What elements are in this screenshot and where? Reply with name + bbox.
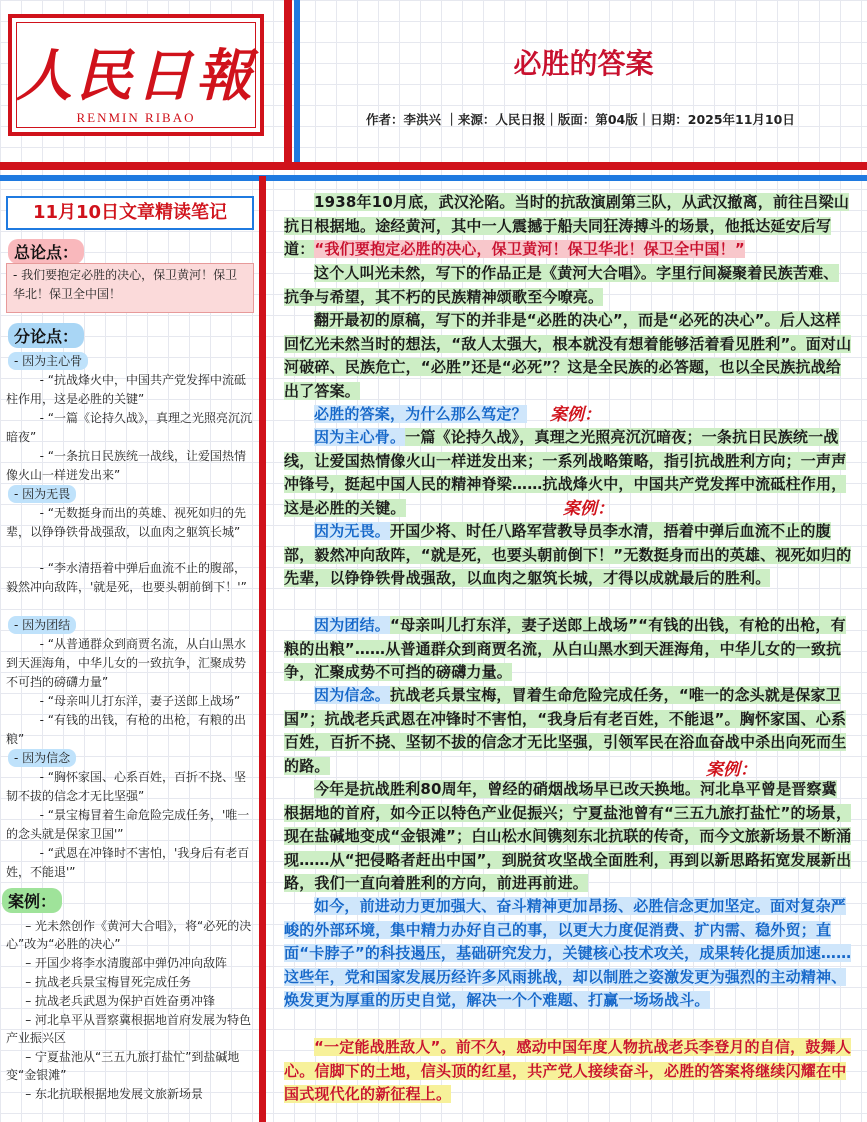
handwritten-annotation: 案例： bbox=[706, 760, 757, 780]
paragraph-9 bbox=[284, 778, 852, 896]
paragraph-text: 这个人叫光未然，写下的作品正是《黄河大合唱》。字里行间凝聚着民族苦难、抗争与希望，其不朽的民族精神颂歌至今嘹亮。 bbox=[284, 264, 839, 306]
newspaper-logo bbox=[8, 14, 264, 136]
note-item: - “武恩在冲锋时不害怕，'我身后有老百姓，不能退'” bbox=[6, 846, 250, 879]
case-item: – 宁夏盐池从“三五九旅打盐忙”到盐碱地变“金银滩” bbox=[6, 1050, 240, 1082]
sub-point-label: 分论点： bbox=[8, 323, 84, 348]
group-label: - 因为主心骨 bbox=[8, 352, 88, 370]
paragraph-10 bbox=[284, 895, 852, 1013]
main-point-label: 总论点： bbox=[8, 239, 84, 264]
notes-title: 11月10日文章精读笔记 bbox=[6, 196, 254, 230]
reason-label: 因为团结。 bbox=[314, 616, 391, 634]
paragraph-text: 1938年10月底，武汉沦陷。当时的抗敌演剧第三队，从武汉撤离，前往吕梁山抗日根据地。途经黄河，其中一人震撼于船夫同狂涛搏斗的场景，他抵达延安后写道： bbox=[284, 193, 850, 258]
note-item: - “胸怀家国、心系百姓，百折不挠、坚韧不拔的信念才无比坚强” bbox=[6, 770, 246, 803]
case-item: – 东北抗联根据地发展文旅新场景 bbox=[25, 1087, 204, 1101]
divider-blue-horizontal bbox=[0, 175, 867, 181]
note-item: - “李水清捂着中弹后血流不止的腹部，毅然冲向敌阵，'就是死，也要头朝前倒下！'” bbox=[6, 561, 247, 594]
group-label: - 因为无畏 bbox=[8, 485, 76, 503]
note-item: - “无数挺身而出的英雄、视死如归的先辈，以铮铮铁骨战强敌，以血肉之躯筑长城” bbox=[6, 506, 246, 539]
case-item: – 河北阜平从晋察冀根据地首府发展为特色产业振兴区 bbox=[6, 1013, 252, 1045]
paragraph-3 bbox=[284, 309, 852, 403]
note-item: - “从普通群众到商贾名流，从白山黑水到天涯海角，中华儿女的一致抗争，汇聚成势不可挡的磅礴力量” bbox=[6, 637, 247, 689]
paragraph-text: 一篇《论持久战》，真理之光照亮沉沉暗夜；一条抗日民族统一战线，让爱国热情像火山一样迸发出来；一系列战略策略，指引抗战胜利方向；一声声冲锋号，挺起中国人民的精神脊梁……抗战烽火中，中国共产党发挥中流砥柱作用，这是必胜的关键。 bbox=[284, 428, 847, 517]
paragraph-text: 今年是抗战胜利80周年，曾经的硝烟战场早已改天换地。河北阜平曾是晋察冀根据地的首府，如今正以特色产业促振兴；宁夏盐池曾有“三五九旅打盐忙”的场景，现在盐碱地变成“金银滩”；白山松水间镌刻东北抗联的传奇，而今文旅新场景不断涌现……从“把侵略者赶出中国”，到脱贫攻坚战全面胜利，再到以新思路拓宽发展新出路，我们一直向着胜利的方向，前进再前进。 bbox=[284, 780, 852, 892]
group-label: - 因为团结 bbox=[8, 616, 76, 634]
note-item: - “一篇《论持久战》，真理之光照亮沉沉暗夜” bbox=[6, 411, 252, 444]
paragraph-6 bbox=[284, 520, 852, 591]
note-item: - “抗战烽火中，中国共产党发挥中流砥柱作用，这是必胜的关键” bbox=[6, 373, 246, 406]
paragraph-text: “母亲叫儿打东洋，妻子送郎上战场”“有钱的出钱，有枪的出枪，有粮的出粮”……从普通群众到商贾名流，从白山黑水到天涯海角，中华儿女的一致抗争，汇聚成势不可挡的磅礴力量。 bbox=[284, 616, 846, 681]
divider-red-horizontal bbox=[0, 162, 867, 170]
case-item: – 光未然创作《黄河大合唱》，将“必死的决心”改为“必胜的决心” bbox=[6, 919, 252, 951]
reason-label: 因为主心骨。 bbox=[314, 428, 406, 446]
reason-label: 因为无畏。 bbox=[314, 522, 391, 540]
case-item: – 抗战老兵武恩为保护百姓奋勇冲锋 bbox=[25, 994, 216, 1008]
paragraph-text: 抗战老兵景宝梅，冒着生命危险完成任务，“唯一的念头就是保家卫国”；抗战老兵武恩在冲锋时不害怕，“我身后有老百姓，不能退”。胸怀家国、心系百姓，百折不挠、坚韧不拔的信念才无比坚强，引领军民在浴血奋战中杀出向死而生的路。 bbox=[284, 686, 847, 775]
group-label: - 因为信念 bbox=[8, 749, 76, 767]
paragraph-text: 如今，前进动力更加强大、奋斗精神更加昂扬、必胜信念更加坚定。面对复杂严峻的外部环境，集中精力办好自己的事，以更大力度促消费、扩内需、稳外贸；直面“卡脖子”的科技遏压，基础研究发力，关键核心技术攻关，成果转化提质加速……这些年，党和国家发展历经许多风雨挑战，却以制胜之姿激发更为强烈的主动精神、焕发更为厚重的历史自觉，解决一个个难题、打赢一场场战斗。 bbox=[284, 897, 852, 1009]
logo-text: 人民日報 bbox=[16, 43, 256, 109]
handwritten-annotation: 案例： bbox=[550, 405, 601, 425]
paragraph-1 bbox=[284, 191, 852, 262]
paragraph-text: 开国少将、时任八路军营教导员李水清，捂着中弹后血流不止的腹部，毅然冲向敌阵，“就是死，也要头朝前倒下！”无数挺身而出的英雄、视死如归的先辈，以铮铮铁骨战强敌，以血肉之躯筑长城，才得以成就最后的胜利。 bbox=[284, 522, 852, 587]
divider-red-vertical-main bbox=[259, 176, 266, 1122]
case-item: – 抗战老兵景宝梅冒死完成任务 bbox=[25, 975, 192, 989]
case-label: 案例： bbox=[2, 888, 62, 913]
question-highlight: 必胜的答案，为什么那么笃定？ bbox=[314, 405, 527, 423]
paragraph-text: 翻开最初的原稿，写下的并非是“必胜的决心”，而是“必死的决心”。后人这样回忆光未然当时的想法，“敌人太强大，根本就没有想着能够活着看见胜利”。面对山河破碎、民族危亡，“必胜”还是“必死”？这是全民族的必答题，也以全民族抗战给出了答案。 bbox=[284, 311, 852, 400]
note-item: - “景宝梅冒着生命危险完成任务，'唯一的念头就是保家卫国'” bbox=[6, 808, 250, 841]
paragraph-7 bbox=[284, 614, 852, 685]
paragraph-2 bbox=[284, 262, 852, 309]
quote-highlight: “我们要抱定必胜的决心，保卫黄河！保卫华北！保卫全中国！” bbox=[314, 240, 745, 258]
divider-blue-vertical-top bbox=[294, 0, 300, 168]
note-item: - “母亲叫儿打东洋，妻子送郎上战场” bbox=[39, 694, 241, 708]
reason-label: 因为信念。 bbox=[314, 686, 391, 704]
main-point-text: - 我们要抱定必胜的决心，保卫黄河！保卫华北！保卫全中国！ bbox=[6, 263, 254, 313]
paragraph-text: “一定能战胜敌人”。前不久，感动中国年度人物抗战老兵李登月的自信，鼓舞人心。信脚下的土地，信头顶的红星，共产党人接续奋斗，必胜的答案将继续闪耀在中国式现代化的新征程上。 bbox=[284, 1038, 851, 1103]
note-item: - “有钱的出钱，有枪的出枪，有粮的出粮” bbox=[6, 713, 246, 746]
paragraph-11 bbox=[284, 1036, 852, 1107]
note-item: - “一条抗日民族统一战线，让爱国热情像火山一样迸发出来” bbox=[6, 449, 246, 482]
handwritten-annotation: 案例： bbox=[563, 499, 614, 519]
article-headline: 必胜的答案 bbox=[513, 47, 654, 80]
paragraph-8 bbox=[284, 684, 852, 778]
divider-red-vertical-top bbox=[284, 0, 292, 168]
case-item: – 开国少将李水清腹部中弹仍冲向敌阵 bbox=[25, 956, 228, 970]
logo-subtitle: RENMIN RIBAO bbox=[76, 110, 196, 125]
article-meta: 作者：李洪兴 ｜来源：人民日报｜版面：第04版｜日期：2025年11月10日 bbox=[366, 112, 795, 127]
